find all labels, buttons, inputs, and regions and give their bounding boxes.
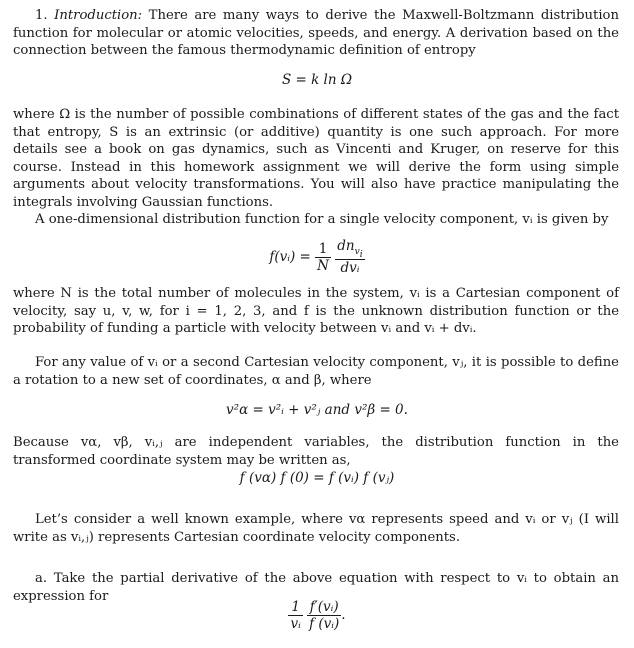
- eq2-num-2: $dn_{v_i}$: [337, 238, 363, 260]
- eq2-den-2: dvᵢ: [340, 260, 360, 277]
- intro-paragraph: [13, 7, 619, 60]
- paragraph-entropy: where Ω is the number of possible combinations of different states of the gas and the fact that entropy, S is an extrinsic (or additive) quantity is one such approach. For more details see a book on gas dynamics, such as Vincenti and Kruger, on reserve for this course. Instead in this homework assignment we will derive the form using simple arguments about velocity transformations. You will also have practice manipulating the integrals involving Gaussian functions.: [13, 107, 619, 210]
- question-a: a. Take the partial derivative of the above equation with respect to vᵢ to obtain an expression for: [13, 571, 619, 604]
- intro-text: There are many ways to derive the Maxwell-Boltzmann distribution function for molecular or atomic velocities, speeds, and energy. A derivation based on the connection between the famous thermodynamic definition of entropy: [13, 8, 619, 59]
- rotation-equation: v²α = v²ᵢ + v²ⱼ and v²β = 0.: [226, 402, 408, 418]
- entropy-equation: S = k ln Ω: [281, 72, 353, 88]
- eq2-frac-1: [315, 241, 331, 274]
- eq5-num-2: f′(vᵢ): [307, 599, 341, 616]
- distribution-equation: [0, 238, 634, 276]
- eq2-num-1: 1: [315, 241, 331, 258]
- eq2-frac-2: [335, 238, 364, 276]
- eq5-frac-2: [307, 599, 341, 632]
- product-equation: f (vα) f (0) = f (vᵢ) f (vⱼ): [239, 470, 395, 486]
- paragraph-distribution-intro: A one-dimensional distribution function for a single velocity component, vᵢ is given by: [35, 212, 609, 227]
- eq5-num-1: 1: [288, 599, 302, 616]
- ratio-expression: [0, 599, 634, 632]
- section-heading: Introduction:: [54, 8, 143, 23]
- paragraph-independence: Because vα, vβ, vᵢ,ⱼ are independent variables, the distribution function in the transformed coordinate system may be written as,: [13, 435, 619, 468]
- eq5-den-1: vᵢ: [290, 616, 301, 632]
- section-number: 1.: [35, 8, 48, 23]
- paragraph-example: Let’s consider a well known example, where vα represents speed and vᵢ or vⱼ (I will write as vᵢ,ⱼ) represents Cartesian coordinate velocity components.: [13, 512, 619, 545]
- paragraph-rotation: For any value of vᵢ or a second Cartesian velocity component, vⱼ, it is possible to define a rotation to a new set of coordinates, α and β, where: [13, 355, 619, 388]
- eq5-period: .: [341, 607, 346, 623]
- eq2-lhs: f(vᵢ) =: [269, 248, 311, 265]
- eq5-den-2: f (vᵢ): [309, 616, 340, 632]
- eq5-frac-1: [288, 599, 302, 632]
- eq2-num-2-text: dn: [337, 238, 355, 254]
- paragraph-definitions: where N is the total number of molecules in the system, vᵢ is a Cartesian component of velocity, say u, v, w, for i = 1, 2, 3, and f is the unknown distribution function or the probability of funding a particle with velocity between vᵢ and vᵢ + dvᵢ.: [13, 286, 619, 337]
- eq2-den-1: N: [317, 257, 329, 274]
